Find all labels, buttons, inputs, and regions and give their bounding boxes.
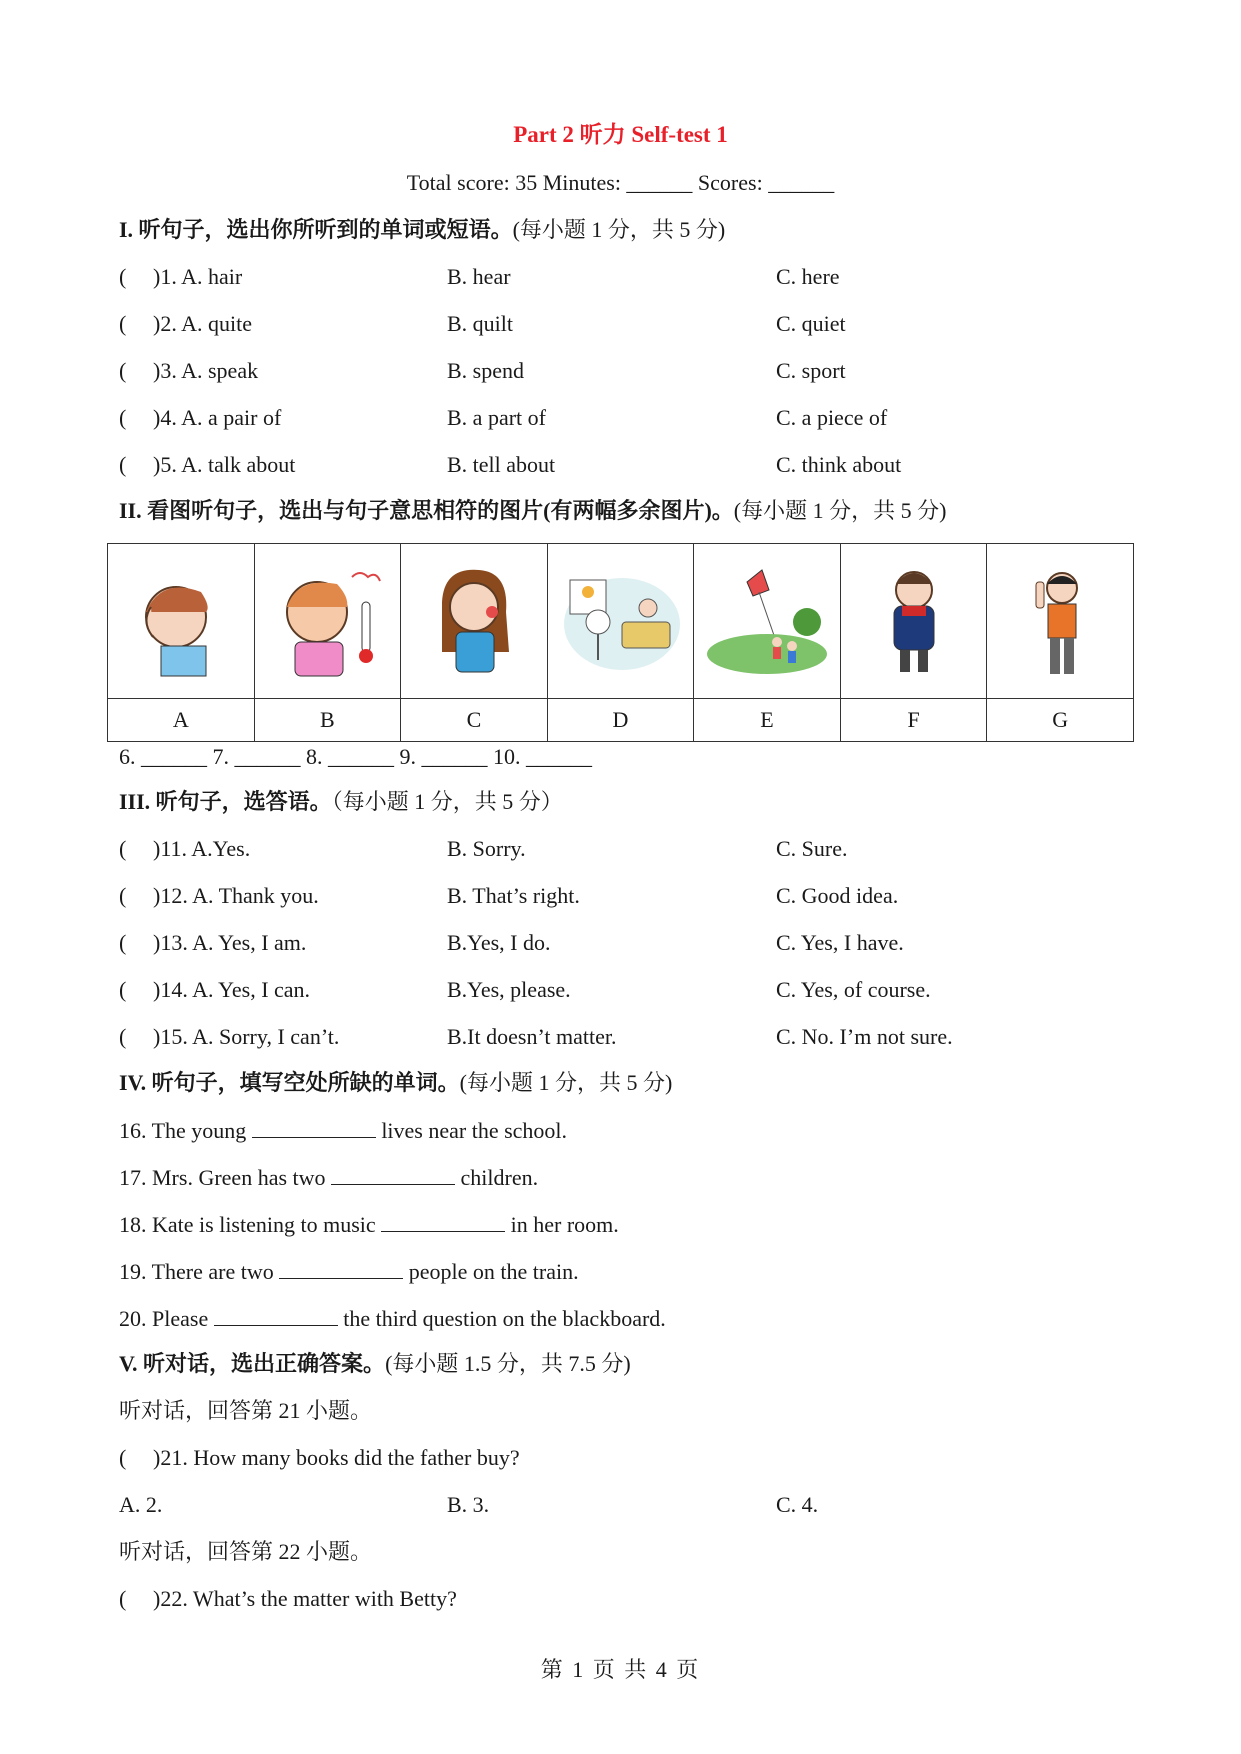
option-b: B. a part of: [447, 405, 546, 430]
answer-paren[interactable]: (: [119, 311, 127, 336]
page-footer: 第 1 页 共 4 页: [540, 1657, 701, 1682]
option-c: C. a piece of: [776, 405, 888, 430]
picture-label: A: [108, 699, 255, 742]
intro-22: 听对话，回答第 22 小题。: [119, 1539, 373, 1564]
option-b: B.Yes, I do.: [447, 930, 551, 955]
option-b: B. hear: [447, 264, 511, 289]
score-line: Total score: 35 Minutes: ______ Scores: ______: [406, 170, 835, 195]
option-c: C. here: [776, 264, 840, 289]
boy-winter-coat-image: [841, 562, 987, 680]
option-b: B.Yes, please.: [447, 977, 571, 1002]
kite-flying-kids-image: [694, 562, 840, 680]
option-c: C. Yes, I have.: [776, 930, 904, 955]
option-b: B.It doesn’t matter.: [447, 1024, 617, 1049]
section-3-heading: III. 听句子，选答语。（每小题 1 分，共 5 分）: [119, 789, 563, 814]
picture-label: G: [987, 699, 1134, 742]
fill-blank-row: 19. There are two people on the train.: [119, 1256, 579, 1287]
options-21: A. 2. B. 3. C. 4.: [119, 1492, 819, 1517]
option-b: B. quilt: [447, 311, 514, 336]
picture-label: E: [694, 699, 841, 742]
question-row: ( )3. A. speak B. spend C. sport: [119, 356, 1119, 386]
section-4-heading: IV. 听句子，填写空处所缺的单词。(每小题 1 分，共 5 分): [119, 1070, 673, 1095]
answer-paren[interactable]: (: [119, 836, 127, 861]
option-b: B. spend: [447, 358, 524, 383]
answer-paren[interactable]: (: [119, 264, 127, 289]
section-2-heading: II. 看图听句子，选出与句子意思相符的图片(有两幅多余图片)。(每小题 1 分，共 5 分): [119, 498, 947, 523]
question-row: ( )12. A. Thank you. B. That’s right. C. Good idea.: [119, 881, 1119, 911]
option-c: C. No. I’m not sure.: [776, 1024, 953, 1049]
fill-blank-row: 17. Mrs. Green has two children.: [119, 1162, 538, 1193]
option-b: B. Sorry.: [447, 836, 526, 861]
fill-blank-row: 20. Please the third question on the blackboard.: [119, 1303, 666, 1334]
answer-paren[interactable]: (: [119, 1024, 127, 1049]
answer-blank[interactable]: [214, 1303, 338, 1326]
page-title: Part 2 听力 Self-test 1: [513, 122, 728, 147]
picture-cell: [254, 544, 401, 699]
question-row: ( )14. A. Yes, I can. B.Yes, please. C. Yes, of course.: [119, 975, 1119, 1005]
picture-label: D: [547, 699, 694, 742]
question-21: ( )21. How many books did the father buy?: [119, 1445, 520, 1470]
question-row: ( )11. A.Yes. B. Sorry. C. Sure.: [119, 834, 1119, 864]
option-c: C. think about: [776, 452, 902, 477]
question-row: ( )1. A. hair B. hear C. here: [119, 262, 1119, 292]
answer-paren[interactable]: (: [119, 452, 127, 477]
answer-paren[interactable]: (: [119, 405, 127, 430]
girl-toothache-image: [401, 562, 547, 680]
section-1-heading: I. 听句子，选出你所听到的单词或短语。(每小题 1 分，共 5 分): [119, 217, 726, 242]
option-c: C. Good idea.: [776, 883, 899, 908]
intro-21: 听对话，回答第 21 小题。: [119, 1398, 373, 1423]
person-fan-window-image: [548, 562, 694, 680]
question-row: ( )15. A. Sorry, I can’t. B.It doesn’t matter. C. No. I’m not sure.: [119, 1022, 1119, 1052]
question-row: ( )4. A. a pair of B. a part of C. a piece of: [119, 403, 1119, 433]
picture-table: [107, 543, 1134, 742]
section-2-answer-blanks: 6. ______ 7. ______ 8. ______ 9. ______ 10. ______: [119, 744, 592, 769]
picture-label: C: [401, 699, 548, 742]
answer-blank[interactable]: [331, 1162, 455, 1185]
picture-cell: [547, 544, 694, 699]
option-c: C. Yes, of course.: [776, 977, 931, 1002]
fill-blank-row: 18. Kate is listening to music in her room.: [119, 1209, 619, 1240]
option-b: B. tell about: [447, 452, 556, 477]
picture-label: F: [840, 699, 987, 742]
answer-blank[interactable]: [252, 1115, 376, 1138]
picture-cell: [840, 544, 987, 699]
girl-headache-image: [108, 562, 254, 680]
picture-cell: [108, 544, 255, 699]
answer-blank[interactable]: [279, 1256, 403, 1279]
question-22: ( )22. What’s the matter with Betty?: [119, 1586, 457, 1611]
option-b: B. That’s right.: [447, 883, 580, 908]
option-c: C. quiet: [776, 311, 846, 336]
fill-blank-row: 16. The young lives near the school.: [119, 1115, 567, 1146]
question-row: ( )5. A. talk about B. tell about C. think about: [119, 450, 1119, 480]
picture-cell: [401, 544, 548, 699]
answer-paren[interactable]: (: [119, 930, 127, 955]
answer-paren[interactable]: (: [119, 883, 127, 908]
answer-paren[interactable]: (: [119, 358, 127, 383]
boy-waving-image: [987, 562, 1133, 680]
picture-label: B: [254, 699, 401, 742]
question-row: ( )2. A. quite B. quilt C. quiet: [119, 309, 1119, 339]
option-c: C. sport: [776, 358, 846, 383]
picture-cell: [987, 544, 1134, 699]
answer-blank[interactable]: [381, 1209, 505, 1232]
girl-fever-thermometer-image: [255, 562, 401, 680]
answer-paren[interactable]: (: [119, 977, 127, 1002]
option-c: C. Sure.: [776, 836, 848, 861]
picture-cell: [694, 544, 841, 699]
section-5-heading: V. 听对话，选出正确答案。(每小题 1.5 分，共 7.5 分): [119, 1351, 631, 1376]
question-row: ( )13. A. Yes, I am. B.Yes, I do. C. Yes, I have.: [119, 928, 1119, 958]
